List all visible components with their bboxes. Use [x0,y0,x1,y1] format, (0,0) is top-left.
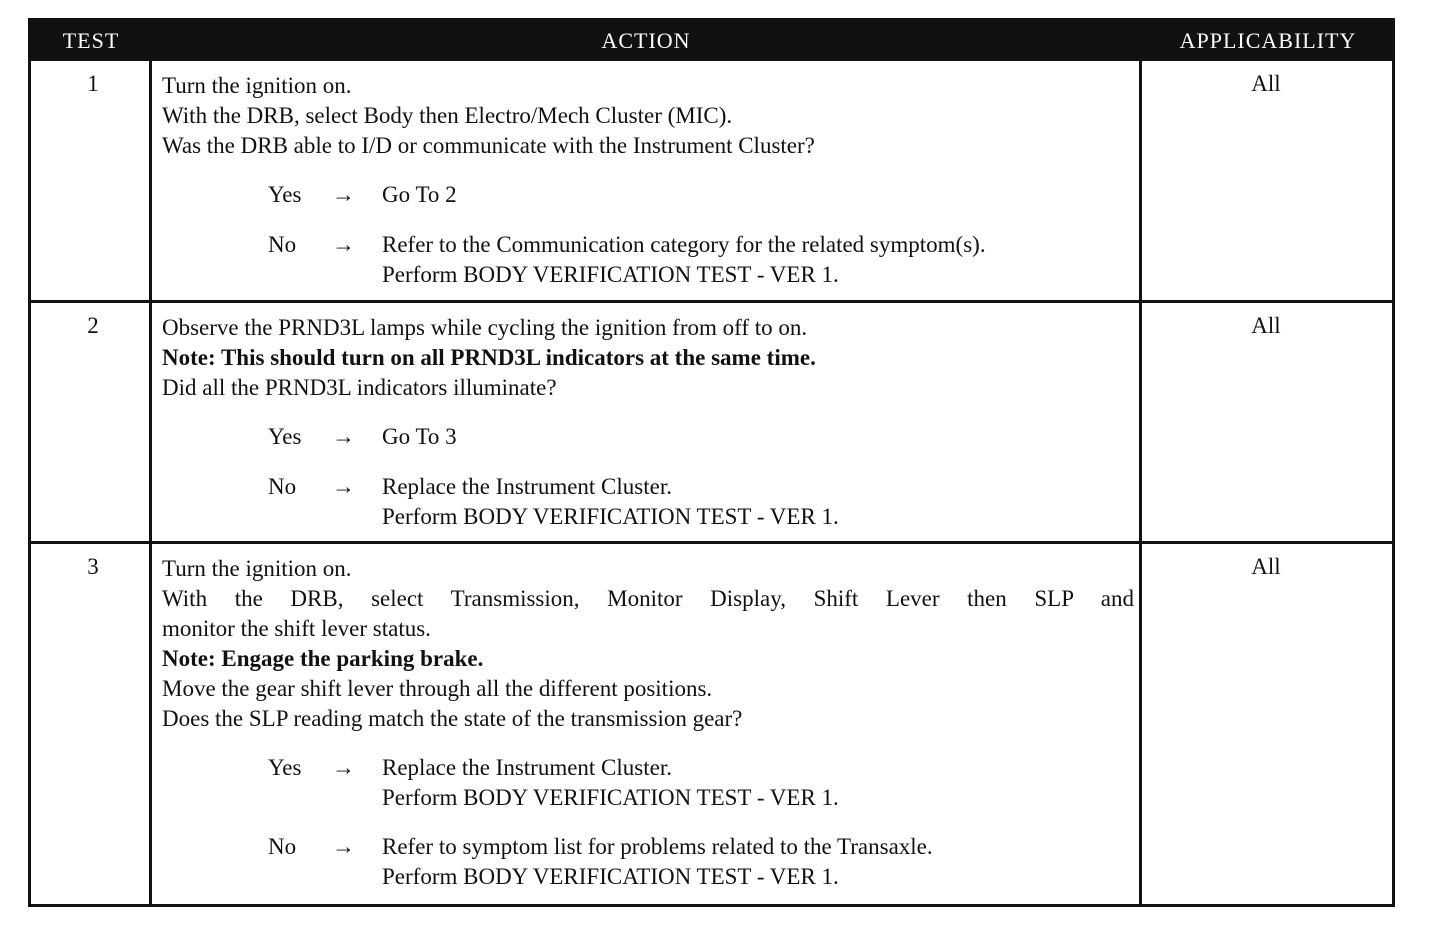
action-cell [162,313,1134,532]
yes-label: Yes [268,424,302,449]
yes-result [382,180,457,210]
header-applicability: APPLICABILITY [1179,28,1357,53]
applicability-value: All [1251,313,1281,338]
arrow-icon: → [332,232,355,257]
test-number: 1 [87,71,99,96]
no-option [162,472,1134,532]
table-row [31,303,1392,541]
action-cell [162,554,1134,892]
table-row [31,61,1392,300]
result-line: Perform BODY VERIFICATION TEST - VER 1. [382,864,839,889]
header-test: TEST [62,28,120,53]
result-line: Replace the Instrument Cluster. [382,755,672,780]
arrow-icon: → [332,755,355,780]
no-option [162,832,1134,892]
diagnostic-test-table [28,18,1395,907]
action-line: With the DRB, select Transmission, Monitor Display, Shift Lever then SLP and [162,586,1134,611]
action-line: Does the SLP reading match the state of the transmission gear? [162,706,743,731]
note-line: Note: This should turn on all PRND3L indicators at the same time. [162,345,816,370]
arrow-icon: → [332,424,355,449]
no-label: No [268,834,297,859]
table-row [31,544,1392,904]
note-line: Note: Engage the parking brake. [162,646,484,671]
result-line: Refer to the Communication category for the related symptom(s). [382,232,986,257]
no-result [382,230,986,290]
result-line: Go To 2 [382,182,457,207]
no-label: No [268,474,297,499]
result-line: Perform BODY VERIFICATION TEST - VER 1. [382,504,839,529]
applicability-value: All [1251,554,1281,579]
test-number: 3 [87,554,99,579]
action-line: Move the gear shift lever through all the different positions. [162,676,713,701]
result-line: Replace the Instrument Cluster. [382,474,672,499]
no-result [382,832,933,892]
result-line: Perform BODY VERIFICATION TEST - VER 1. [382,785,839,810]
result-line: Go To 3 [382,424,457,449]
yes-option [162,753,1134,832]
yes-label: Yes [268,755,302,780]
table-header [31,21,1392,61]
no-result [382,472,839,532]
action-line: Turn the ignition on. [162,73,352,98]
header-action: ACTION [601,28,691,53]
action-line: Did all the PRND3L indicators illuminate? [162,375,557,400]
yes-result [382,753,839,813]
result-line: Refer to symptom list for problems related to the Transaxle. [382,834,933,859]
arrow-icon: → [332,182,355,207]
yes-option [162,422,1134,472]
applicability-value: All [1251,71,1281,96]
action-line: With the DRB, select Body then Electro/Mech Cluster (MIC). [162,103,733,128]
no-label: No [268,232,297,257]
arrow-icon: → [332,834,355,859]
test-number: 2 [87,313,99,338]
result-line: Perform BODY VERIFICATION TEST - VER 1. [382,262,839,287]
yes-result [382,422,457,452]
arrow-icon: → [332,474,355,499]
action-line: Observe the PRND3L lamps while cycling the ignition from off to on. [162,315,808,340]
action-line: Was the DRB able to I/D or communicate with the Instrument Cluster? [162,133,815,158]
no-option [162,230,1134,290]
yes-label: Yes [268,182,302,207]
action-line: Turn the ignition on. [162,556,352,581]
action-line: monitor the shift lever status. [162,616,431,641]
yes-option [162,180,1134,230]
action-cell [162,71,1134,290]
